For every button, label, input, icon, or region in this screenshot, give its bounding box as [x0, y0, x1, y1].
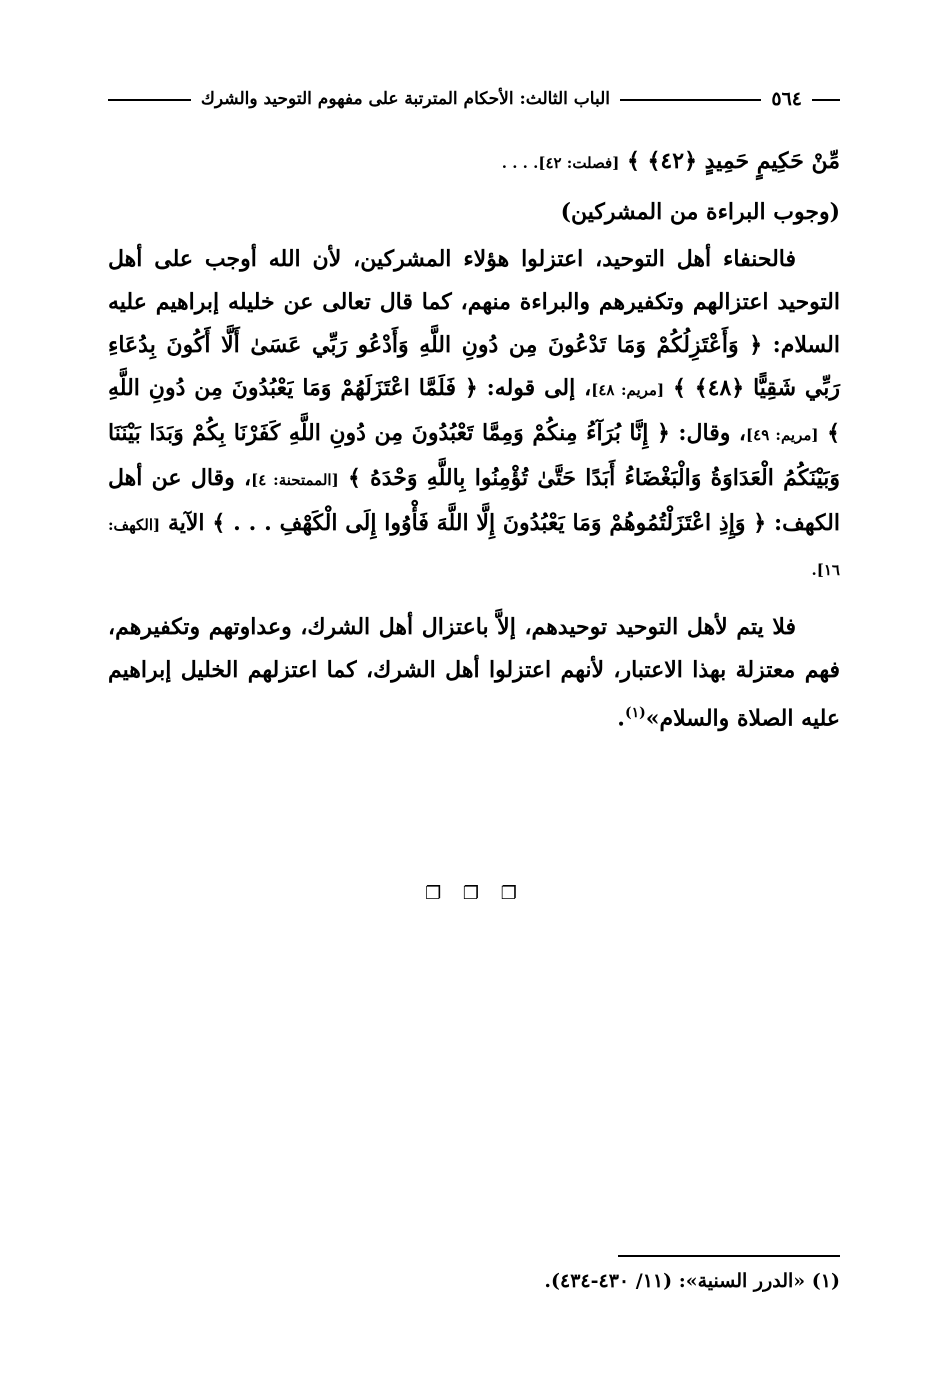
paragraph-1 [108, 238, 840, 592]
section-heading: (وجوب البراءة من المشركين) [560, 199, 840, 225]
paragraph-2-end: . [617, 705, 625, 732]
page-number: ٥٦٤ [761, 84, 812, 114]
paragraph-2 [108, 606, 840, 740]
running-header [108, 84, 840, 114]
verse-reference: [مريم: ٤٩] [746, 426, 819, 444]
verse-reference: [الكهف: ١٦]. [108, 516, 840, 579]
verse-reference: [فصلت: ٤٢]. . . . [501, 154, 620, 172]
paragraph-1-part-b: ، إلى قوله: ﴿ فَلَمَّا اعْتَزَلَهُمْ وَمَا يَعْبُدُونَ مِن دُونِ اللَّهِ ﴾ [108, 375, 840, 446]
paragraph-1-part-d: ، وقال عن أهل الكهف: ﴿ وَإِذِ اعْتَزَلْتُمُوهُمْ وَمَا يَعْبُدُونَ إِلَّا اللَّهَ فَأْوُوا إِلَى الْكَهْفِ . . . ﴾ الآية [108, 465, 840, 536]
verse-reference: [الممتحنة: ٤] [251, 471, 339, 489]
verse-reference: [مريم: ٤٨] [591, 381, 665, 399]
verse-continuation: مِّنْ حَكِيمٍ حَمِيدٍ ﴿٤٢﴾ ﴾ [626, 148, 840, 174]
footnote-marker: (١) [624, 705, 646, 721]
paragraph-1-part-c: ، وقال: ﴿ إِنَّا بُرَآءُ مِنكُمْ وَمِمَّا تَعْبُدُونَ مِن دُونِ اللَّهِ كَفَرْنَا بِكُمْ وَبَدَا بَيْنَنَا وَبَيْنَكُمُ الْعَدَاوَةُ وَالْبَغْضَاءُ أَبَدًا حَتَّىٰ تُؤْمِنُوا بِاللَّهِ وَحْدَهُ ﴾ [108, 420, 840, 491]
chapter-title: الباب الثالث: الأحكام المترتبة على مفهوم التوحيد والشرك [191, 84, 620, 114]
paragraph-2-text: فلا يتم لأهل التوحيد توحيدهم، إلاَّ باعتزال أهل الشرك، وعداوتهم وتكفيرهم، فهم معتزلة بهذا الاعتبار، لأنهم اعتزلوا أهل الشرك، كما اعتزلهم الخليل إبراهيم عليه الصلاة والسلام» [108, 614, 840, 732]
page-body [108, 140, 840, 740]
continued-verse-line [108, 140, 840, 185]
footnote-rule [618, 1255, 840, 1257]
footnote: (١) «الدرر السنية»: (١١/ ٤٣٠-٤٣٤). [544, 1270, 840, 1292]
section-ornament: ❐ ❐ ❐ [425, 883, 525, 904]
paragraph-1-part-a: فالحنفاء أهل التوحيد، اعتزلوا هؤلاء المشركين، لأن الله أوجب على أهل التوحيد اعتزالهم وتكفيرهم والبراءة منهم، كما قال تعالى عن خليله إبراهيم عليه السلام: ﴿ وَأَعْتَزِلُكُمْ وَمَا تَدْعُونَ مِن دُونِ اللَّهِ وَأَدْعُو رَبِّي عَسَىٰ أَلَّا أَكُونَ بِدُعَاءِ رَبِّي شَقِيًّا ﴿٤٨﴾ ﴾ [108, 246, 840, 401]
